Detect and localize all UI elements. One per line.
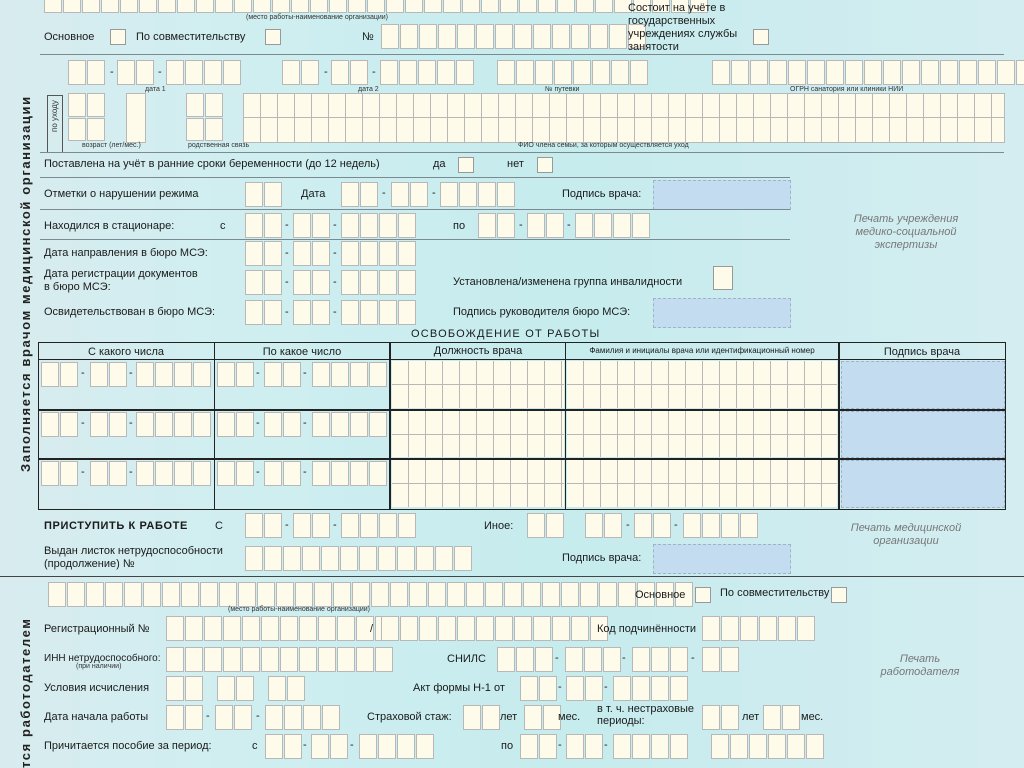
return-other-code-cells[interactable] <box>527 513 565 538</box>
disability-group-label: Установлена/изменена группа инвалидности <box>453 276 683 288</box>
violations-label: Отметки о нарушении режима <box>44 188 199 200</box>
reg-no-label: Регистрационный № <box>44 623 150 635</box>
number-cells-top[interactable] <box>381 24 647 49</box>
employer-main-job-label: Основное <box>635 589 686 601</box>
return-from-label: С <box>215 520 223 532</box>
insurance-years-label: лет <box>500 711 518 723</box>
continuation-label-1: Выдан листок нетрудоспособности <box>44 545 223 557</box>
mse-referral-cells-3[interactable] <box>341 241 417 266</box>
violation-code-cells[interactable] <box>245 182 283 207</box>
age-cells-2[interactable] <box>126 93 146 143</box>
date2-cells-2[interactable] <box>331 60 369 85</box>
workplace-cells-top[interactable] <box>44 0 709 13</box>
checkbox-employer-main-job[interactable] <box>695 587 711 603</box>
return-from-cells-1[interactable] <box>245 513 283 538</box>
voucher-cells[interactable] <box>497 60 649 85</box>
reg-no-slash: / <box>370 623 374 635</box>
insurance-months-label: мес. <box>558 711 581 723</box>
date1-caption: дата 1 <box>145 86 166 93</box>
date2-cells-3[interactable] <box>380 60 475 85</box>
violation-doctor-sign-label: Подпись врача: <box>562 188 642 200</box>
hospital-from-cells-1[interactable] <box>245 213 283 238</box>
non-insurance-label-1: в т. ч. нестраховые <box>597 703 695 715</box>
non-insurance-years-label: лет <box>742 711 760 723</box>
checkbox-main-job-top[interactable] <box>110 29 126 45</box>
start-date-label: Дата начала работы <box>44 711 149 723</box>
release-title: ОСВОБОЖДЕНИЕ ОТ РАБОТЫ <box>411 328 601 340</box>
act-h1-label: Акт формы Н-1 от <box>413 682 505 694</box>
checkbox-pregnancy-no[interactable] <box>537 157 553 173</box>
release-row2-to-3[interactable] <box>312 412 388 437</box>
hospital-to-cells-2[interactable] <box>527 213 565 238</box>
non-insurance-label-2: периоды: <box>597 715 645 727</box>
inn-cells[interactable] <box>166 647 394 672</box>
mse-registration-label-1: Дата регистрации документов <box>44 268 198 280</box>
release-row1-signature[interactable] <box>841 361 1005 409</box>
column-header-to: По какое число <box>262 346 342 358</box>
insurance-years-cells[interactable] <box>463 705 501 730</box>
benefit-to-label: по <box>501 740 514 752</box>
mse-referral-cells-1[interactable] <box>245 241 283 266</box>
column-header-doctor-signature: Подпись врача <box>883 346 961 358</box>
start-date-cells-1[interactable] <box>166 705 204 730</box>
release-row2-signature[interactable] <box>841 411 1005 458</box>
benefit-extra-cells[interactable] <box>711 734 825 759</box>
age-cells[interactable] <box>68 93 106 141</box>
release-row3-to-3[interactable] <box>312 461 388 486</box>
employment-service-label: Состоит на учёте в государственных учреждениях службы занятости <box>628 2 738 53</box>
mse-examined-cells-1[interactable] <box>245 300 283 325</box>
release-row2-to-2[interactable] <box>264 412 302 437</box>
release-row1-from-1[interactable] <box>41 362 79 387</box>
benefit-to-cells-1[interactable] <box>520 734 558 759</box>
date2-caption: дата 2 <box>358 86 379 93</box>
start-date-cells-3[interactable] <box>265 705 341 730</box>
benefit-period-label: Причитается пособие за период: <box>44 740 212 752</box>
hospital-from-cells-3[interactable] <box>341 213 417 238</box>
benefit-from-label: с <box>252 740 258 752</box>
release-row2-to-1[interactable] <box>217 412 255 437</box>
pregnancy-yes-label: да <box>433 158 446 170</box>
label-part-time-top: По совместительству <box>136 31 246 43</box>
insurance-months-cells[interactable] <box>524 705 562 730</box>
return-other-label: Иное: <box>484 520 514 532</box>
release-row1-to-3[interactable] <box>312 362 388 387</box>
hospital-from-label: с <box>220 220 226 232</box>
side-label-employer: тся работодателем <box>18 617 33 768</box>
release-row1-to-2[interactable] <box>264 362 302 387</box>
label-main-job-top: Основное <box>44 31 95 43</box>
side-label-doctor: Заполняется врачом медицинской организации <box>18 95 33 472</box>
mse-examined-label: Освидетельствован в бюро МСЭ: <box>44 306 216 318</box>
employer-stamp: Печать работодателя <box>880 653 960 678</box>
snils-cells-2[interactable] <box>565 647 622 672</box>
return-doctor-sign-label: Подпись врача: <box>562 552 642 564</box>
release-row1-from-3[interactable] <box>136 362 212 387</box>
pregnancy-no-label: нет <box>507 158 524 170</box>
start-date-cells-2[interactable] <box>215 705 253 730</box>
return-from-cells-2[interactable] <box>293 513 331 538</box>
benefit-from-cells-2[interactable] <box>311 734 349 759</box>
column-header-from: С какого числа <box>87 346 165 358</box>
release-row3-to-2[interactable] <box>264 461 302 486</box>
subordination-cells[interactable] <box>702 616 816 641</box>
benefit-from-cells-1[interactable] <box>265 734 303 759</box>
date1-cells-3[interactable] <box>166 60 242 85</box>
snils-cells-1[interactable] <box>497 647 554 672</box>
mse-head-sign-label: Подпись руководителя бюро МСЭ: <box>453 306 631 318</box>
continuation-number-cells[interactable] <box>245 546 473 571</box>
release-row3-to-1[interactable] <box>217 461 255 486</box>
checkbox-employment-service[interactable] <box>753 29 769 45</box>
benefit-to-cells-2[interactable] <box>566 734 604 759</box>
date1-cells-2[interactable] <box>117 60 155 85</box>
continuation-label-2: (продолжение) № <box>44 558 135 570</box>
hospital-to-label: по <box>453 220 466 232</box>
non-insurance-months-cells[interactable] <box>763 705 801 730</box>
ogrn-cells[interactable] <box>712 60 1024 85</box>
act-h1-cells-2[interactable] <box>566 676 604 701</box>
employer-part-time-label: По совместительству <box>720 587 830 599</box>
benefit-to-cells-3[interactable] <box>613 734 689 759</box>
release-row3-from-2[interactable] <box>90 461 128 486</box>
subordination-label: Код подчинённости <box>597 623 697 635</box>
workplace-caption-top: (место работы-наименование организации) <box>246 14 389 21</box>
mse-referral-label: Дата направления в бюро МСЭ: <box>44 247 208 259</box>
hospital-to-cells-1[interactable] <box>478 213 516 238</box>
release-row3-from-3[interactable] <box>136 461 212 486</box>
column-header-doctor-position: Должность врача <box>433 345 523 357</box>
return-from-cells-3[interactable] <box>341 513 417 538</box>
employer-workplace-cells[interactable] <box>48 582 694 607</box>
date1-cells[interactable] <box>68 60 106 85</box>
release-row2-from-3[interactable] <box>136 412 212 437</box>
checkbox-pregnancy-yes[interactable] <box>458 157 474 173</box>
return-title: ПРИСТУПИТЬ К РАБОТЕ <box>44 520 188 532</box>
mse-examined-cells-3[interactable] <box>341 300 417 325</box>
return-other-date-cells-1[interactable] <box>585 513 623 538</box>
inn-label: ИНН нетрудоспособного: <box>44 653 161 664</box>
violation-date-cells-2[interactable] <box>391 182 429 207</box>
act-h1-cells-1[interactable] <box>520 676 558 701</box>
hospital-label: Находился в стационаре: <box>44 220 175 232</box>
non-insurance-months-label: мес. <box>801 711 824 723</box>
release-row3-signature[interactable] <box>841 460 1005 508</box>
checkbox-disability-group[interactable] <box>713 266 733 290</box>
release-row2-from-2[interactable] <box>90 412 128 437</box>
checkbox-employer-part-time[interactable] <box>831 587 847 603</box>
snils-label: СНИЛС <box>447 653 486 665</box>
inn-note: (при наличии) <box>76 663 122 670</box>
non-insurance-years-cells[interactable] <box>702 705 740 730</box>
relation-cells[interactable] <box>186 93 224 141</box>
hospital-to-cells-3[interactable] <box>575 213 651 238</box>
conditions-cells-2[interactable] <box>217 676 255 701</box>
release-row2-from-1[interactable] <box>41 412 79 437</box>
conditions-cells-1[interactable] <box>166 676 204 701</box>
mse-examined-cells-2[interactable] <box>293 300 331 325</box>
release-row1-from-2[interactable] <box>90 362 128 387</box>
benefit-from-cells-3[interactable] <box>359 734 435 759</box>
reg-no-cells[interactable] <box>166 616 394 641</box>
mse-head-signature[interactable] <box>653 298 791 328</box>
conditions-label: Условия исчисления <box>44 682 150 694</box>
mse-referral-cells-2[interactable] <box>293 241 331 266</box>
snils-cells-4[interactable] <box>702 647 740 672</box>
relation-caption: родственная связь <box>188 142 250 149</box>
date2-cells[interactable] <box>282 60 320 85</box>
return-doctor-signature[interactable] <box>653 544 791 574</box>
mse-registration-cells-1[interactable] <box>245 270 283 295</box>
reg-no-cells-2[interactable] <box>381 616 609 641</box>
violation-date-label: Дата <box>301 188 326 200</box>
number-sign: № <box>362 31 374 43</box>
snils-cells-3[interactable] <box>632 647 689 672</box>
act-h1-cells-3[interactable] <box>613 676 689 701</box>
mse-registration-label-2: в бюро МСЭ: <box>44 281 111 293</box>
conditions-cells-3[interactable] <box>268 676 306 701</box>
mse-registration-cells-2[interactable] <box>293 270 331 295</box>
violation-date-cells-1[interactable] <box>341 182 379 207</box>
pregnancy-label: Поставлена на учёт в ранние сроки беременности (до 12 недель) <box>44 158 380 170</box>
family-member-cells[interactable] <box>243 93 1005 143</box>
family-member-caption: ФИО члена семьи, за которым осуществляется уход <box>518 142 689 149</box>
release-row1-to-1[interactable] <box>217 362 255 387</box>
insurance-period-label: Страховой стаж: <box>367 711 452 723</box>
voucher-caption: № путевки <box>545 86 580 93</box>
return-other-date-cells-2[interactable] <box>634 513 672 538</box>
return-other-date-cells-3[interactable] <box>683 513 759 538</box>
care-label: по уходу <box>50 100 59 132</box>
medical-org-stamp: Печать медицинской организации <box>850 522 962 547</box>
employer-workplace-caption: (место работы-наименование организации) <box>228 606 371 613</box>
release-row3-from-1[interactable] <box>41 461 79 486</box>
violation-doctor-signature[interactable] <box>653 180 791 210</box>
hospital-from-cells-2[interactable] <box>293 213 331 238</box>
mse-registration-cells-3[interactable] <box>341 270 417 295</box>
age-caption: возраст (лет/мес.) <box>82 142 141 149</box>
column-header-doctor-name: Фамилия и инициалы врача или идентификационный номер <box>589 346 815 355</box>
checkbox-part-time-top[interactable] <box>265 29 281 45</box>
mse-stamp: Печать учреждения медико-социальной экспертизы <box>853 213 959 251</box>
violation-date-cells-3[interactable] <box>440 182 516 207</box>
ogrn-caption: ОГРН санатория или клиники НИИ <box>790 86 904 93</box>
